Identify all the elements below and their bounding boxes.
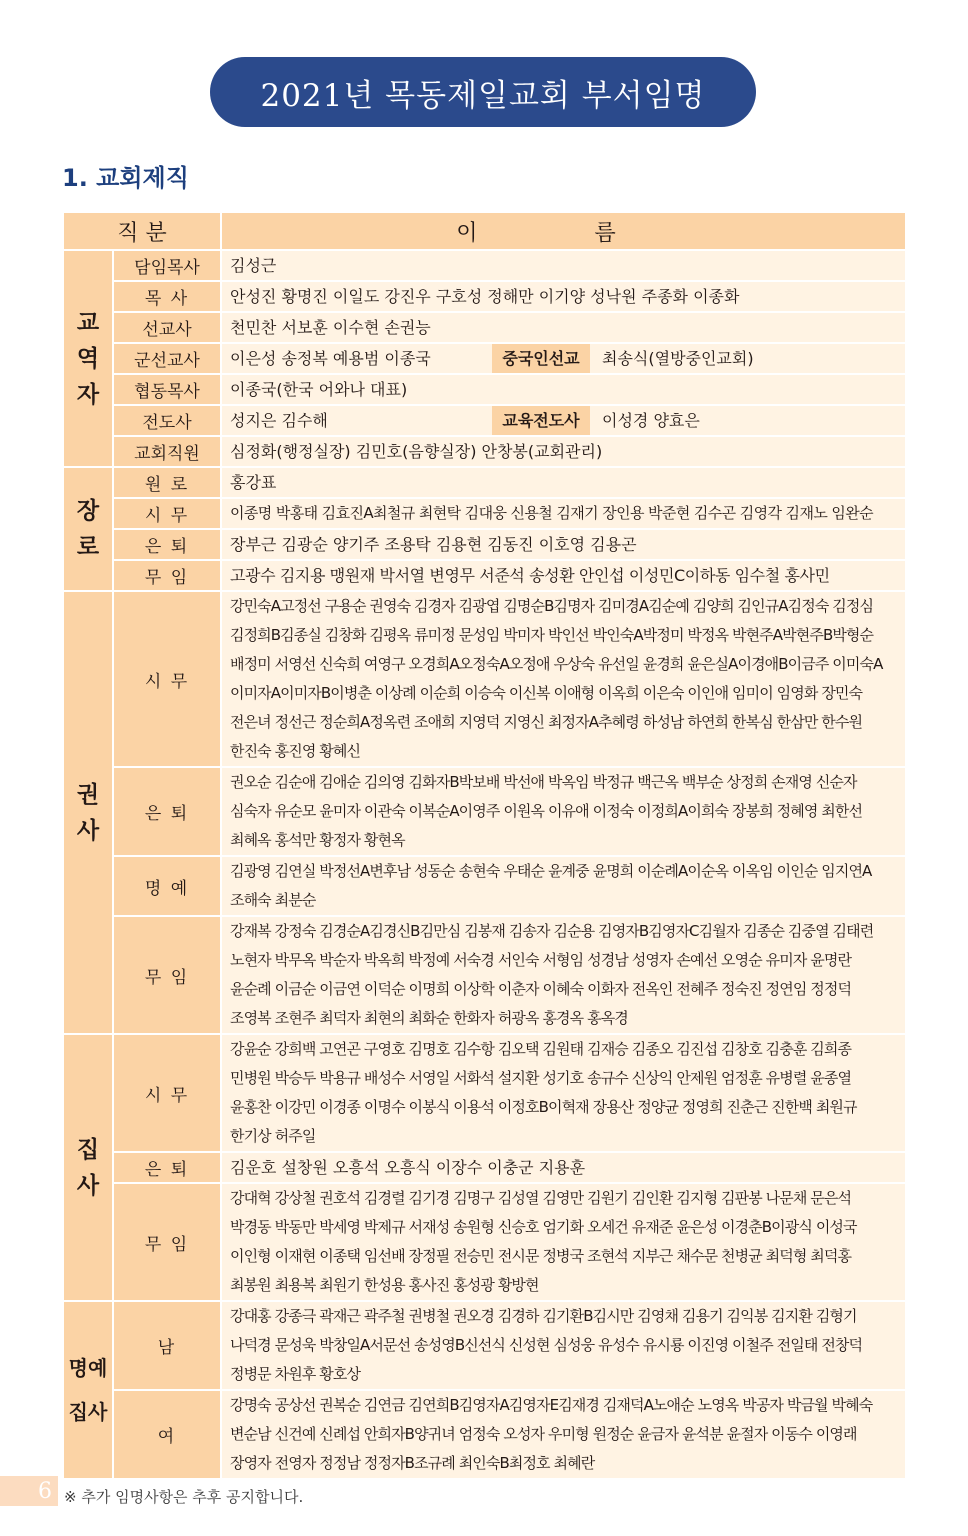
page-title: 2021년 목동제일교회 부서임명 xyxy=(260,77,706,114)
names-cell xyxy=(222,1035,905,1151)
table-row xyxy=(64,313,905,342)
position-label: 협동목사 xyxy=(114,375,220,404)
position-label: 전도사 xyxy=(114,406,220,435)
names-cell xyxy=(222,857,905,915)
names-cell xyxy=(222,768,905,855)
position-label: 여 xyxy=(114,1391,220,1478)
position-label: 교회직원 xyxy=(114,437,220,466)
names-cell-split xyxy=(222,344,905,373)
roster-table xyxy=(62,211,907,1480)
page-number: 6 xyxy=(0,1476,58,1506)
position-label-secondary: 중국인선교 xyxy=(492,344,590,373)
names-cell-split xyxy=(222,406,905,435)
names-line: 이미자A이미자B이병춘 이상례 이순희 이승숙 이신복 이애형 이옥희 이은숙 이인애 임미이 임영화 장민숙 xyxy=(230,684,863,702)
header-names: 이 름 xyxy=(222,213,905,249)
names-line: 한진숙 홍진영 황혜신 xyxy=(230,742,361,760)
table-row xyxy=(64,768,905,855)
names-cell: 이은성 송정복 예용범 이종국 xyxy=(230,349,431,368)
position-label: 은 퇴 xyxy=(114,530,220,559)
names-cell: 천민찬 서보훈 이수현 손권능 xyxy=(222,313,905,342)
names-line: 최봉원 최용복 최원기 한성용 홍사진 홍성광 황방현 xyxy=(230,1276,539,1294)
position-label: 무 임 xyxy=(114,917,220,1033)
names-line: 전은녀 정선근 정순희A정옥련 조애희 지영덕 지영신 최정자A추혜령 하성남 하연희 한복심 한삼만 한수원 xyxy=(230,713,863,731)
names-line: 강재복 강정숙 김경순A김경신B김만심 김봉재 김송자 김순용 김영자B김영자C김월자 김종순 김중열 김태련 xyxy=(230,922,874,940)
position-label: 담임목사 xyxy=(114,251,220,280)
table-row xyxy=(64,561,905,590)
names-line: 조영복 조현주 최덕자 최현의 최화순 한화자 허광옥 홍경옥 홍옥경 xyxy=(230,1009,628,1027)
position-label-secondary: 교육전도사 xyxy=(492,406,590,435)
header-position: 직 분 xyxy=(64,213,220,249)
names-cell xyxy=(222,917,905,1033)
names-line: 민병원 박승두 박용규 배성수 서영일 서화석 설지환 성기호 송규수 신상익 안제원 엄정훈 유병렬 윤종열 xyxy=(230,1069,852,1087)
names-line: 박경동 박동만 박세영 박제규 서재성 송원형 신승호 엄기화 오세건 유재준 윤은성 이경춘B이광식 이성국 xyxy=(230,1218,857,1236)
names-line: 나덕경 문성욱 박창일A서문선 송성영B신선식 신성현 심성웅 유성수 유시룡 이진영 이철주 전일태 전창덕 xyxy=(230,1336,863,1354)
names-cell: 고광수 김지용 맹원재 박서열 변영무 서준석 송성환 안인섭 이성민C이하동 임수철 홍사민 xyxy=(222,561,905,590)
names-cell xyxy=(222,592,905,766)
names-cell: 장부근 김광순 양기주 조용탁 김용현 김동진 이호영 김용곤 xyxy=(222,530,905,559)
group-label-jipsa: 집 사 xyxy=(64,1035,112,1300)
table-row xyxy=(64,917,905,1033)
table-row xyxy=(64,251,905,280)
names-cell xyxy=(222,1391,905,1478)
names-line: 윤홍찬 이강민 이경종 이명수 이봉식 이용석 이정호B이혁재 장용산 정양균 정영희 진춘근 진한백 최원규 xyxy=(230,1098,857,1116)
names-line: 권오순 김순애 김애순 김의영 김화자B박보배 박선애 박옥임 박정규 백근옥 백부순 상정희 손재영 신순자 xyxy=(230,773,857,791)
position-label: 은 퇴 xyxy=(114,1153,220,1182)
table-row xyxy=(64,344,905,373)
names-line: 이인형 이재현 이종택 임선배 장정필 전승민 전시문 정병국 조현석 지부근 채수문 천병균 최덕형 최덕홍 xyxy=(230,1247,852,1265)
names-line: 강대혁 강상철 권호석 김경렬 김기경 김명구 김성열 김영만 김원기 김인환 김지형 김판봉 나문채 문은석 xyxy=(230,1189,852,1207)
names-line: 배정미 서영선 신숙희 여영구 오경희A오정숙A오정애 우상숙 유선일 윤경희 윤은실A이경애B이금주 이미숙A xyxy=(230,655,883,673)
section-title: 1. 교회제직 xyxy=(62,164,189,192)
position-label: 남 xyxy=(114,1302,220,1389)
names-line: 장영자 전영자 정정남 정정자B조규례 최인숙B최정호 최혜란 xyxy=(230,1454,595,1472)
names-line: 변순남 신건예 신례섭 안희자B양귀녀 엄정숙 오성자 우미형 원정순 윤금자 윤석분 윤절자 이동수 이영래 xyxy=(230,1425,857,1443)
position-label: 시 무 xyxy=(114,1035,220,1151)
group-label-jangro: 장 로 xyxy=(64,468,112,590)
names-cell: 안성진 황명진 이일도 강진우 구호성 정해만 이기양 성낙원 주종화 이종화 xyxy=(222,282,905,311)
page-title-banner xyxy=(210,57,756,127)
group-label-gwonsa: 권 사 xyxy=(64,592,112,1033)
table-row xyxy=(64,499,905,528)
header-row xyxy=(64,213,905,249)
position-label: 명 예 xyxy=(114,857,220,915)
names-cell: 성지은 김수해 xyxy=(230,411,328,430)
table-row xyxy=(64,1184,905,1300)
names-line: 정병문 차원후 황호상 xyxy=(230,1365,361,1383)
names-line: 심숙자 유순모 윤미자 이관숙 이복순A이영주 이원옥 이유애 이정숙 이정희A이희숙 장봉희 정혜영 최한선 xyxy=(230,802,863,820)
names-line: 김광영 김연실 박정선A변후남 성동순 송현숙 우태순 윤계중 윤명희 이순례A이순옥 이옥임 이인순 임지연A xyxy=(230,862,872,880)
names-line: 강민숙A고정선 구용순 권영숙 김경자 김광엽 김명순B김명자 김미경A김순예 김양희 김인규A김정숙 김정심 xyxy=(230,597,874,615)
position-label: 군선교사 xyxy=(114,344,220,373)
names-line: 윤순례 이금순 이금연 이덕순 이명희 이상학 이춘자 이혜숙 이화자 전옥인 전혜주 정숙진 정연임 정정덕 xyxy=(230,980,852,998)
table-row xyxy=(64,437,905,466)
names-cell: 김성근 xyxy=(222,251,905,280)
position-label: 선교사 xyxy=(114,313,220,342)
table-row xyxy=(64,857,905,915)
names-cell xyxy=(222,1184,905,1300)
names-cell: 이종국(한국 어와나 대표) xyxy=(222,375,905,404)
names-line: 강윤순 강희백 고연곤 구영호 김명호 김수항 김오택 김원태 김재승 김종오 김진섭 김창호 김충훈 김희종 xyxy=(230,1040,852,1058)
names-line: 최혜옥 홍석만 황정자 황현옥 xyxy=(230,831,405,849)
table-row xyxy=(64,1153,905,1182)
names-line: 노현자 박무옥 박순자 박옥희 박정예 서숙경 서인숙 서형임 성경남 성영자 손예선 오영순 유미자 윤명란 xyxy=(230,951,852,969)
names-line: 조해숙 최분순 xyxy=(230,891,316,909)
names-cell: 이종명 박홍태 김효진A최철규 최현탁 김대웅 신용철 김재기 장인용 박준현 김수곤 김영각 김재노 임완순 xyxy=(222,499,905,528)
table-row xyxy=(64,1391,905,1478)
table-row xyxy=(64,406,905,435)
names-cell xyxy=(222,1302,905,1389)
group-label-myeongye-jipsa: 명예 집사 xyxy=(64,1302,112,1478)
names-cell: 홍강표 xyxy=(222,468,905,497)
position-label: 무 임 xyxy=(114,1184,220,1300)
footer-note: ※ 추가 임명사항은 추후 공지합니다. xyxy=(64,1488,304,1506)
position-label: 시 무 xyxy=(114,592,220,766)
table-row xyxy=(64,468,905,497)
table-row xyxy=(64,1035,905,1151)
table-row xyxy=(64,592,905,766)
group-label-gyoyeokja: 교 역 자 xyxy=(64,251,112,466)
table-row xyxy=(64,530,905,559)
table-row xyxy=(64,282,905,311)
position-label: 시 무 xyxy=(114,499,220,528)
names-line: 강대홍 강종극 곽재근 곽주철 권병철 권오경 김경하 김기환B김시만 김영채 김용기 김익봉 김지환 김형기 xyxy=(230,1307,857,1325)
names-line: 김정희B김종실 김창화 김평옥 류미정 문성임 박미자 박인선 박인숙A박정미 박정옥 박현주A박현주B박형순 xyxy=(230,626,874,644)
names-line: 한기상 허주일 xyxy=(230,1127,316,1145)
table-row xyxy=(64,1302,905,1389)
position-label: 원 로 xyxy=(114,468,220,497)
names-cell-secondary: 최송식(열방중인교회) xyxy=(602,349,754,368)
names-line: 강명숙 공상선 권복순 김연금 김연희B김영자A김영자E김재경 김재덕A노애순 노영옥 박공자 박금월 박혜숙 xyxy=(230,1396,873,1414)
names-cell: 김운호 설창원 오흥석 오흥식 이장수 이충군 지용훈 xyxy=(222,1153,905,1182)
position-label: 은 퇴 xyxy=(114,768,220,855)
names-cell-secondary: 이성경 양효은 xyxy=(602,411,700,430)
position-label: 목 사 xyxy=(114,282,220,311)
names-cell: 심정화(행정실장) 김민호(음향실장) 안창봉(교회관리) xyxy=(222,437,905,466)
table-row xyxy=(64,375,905,404)
position-label: 무 임 xyxy=(114,561,220,590)
